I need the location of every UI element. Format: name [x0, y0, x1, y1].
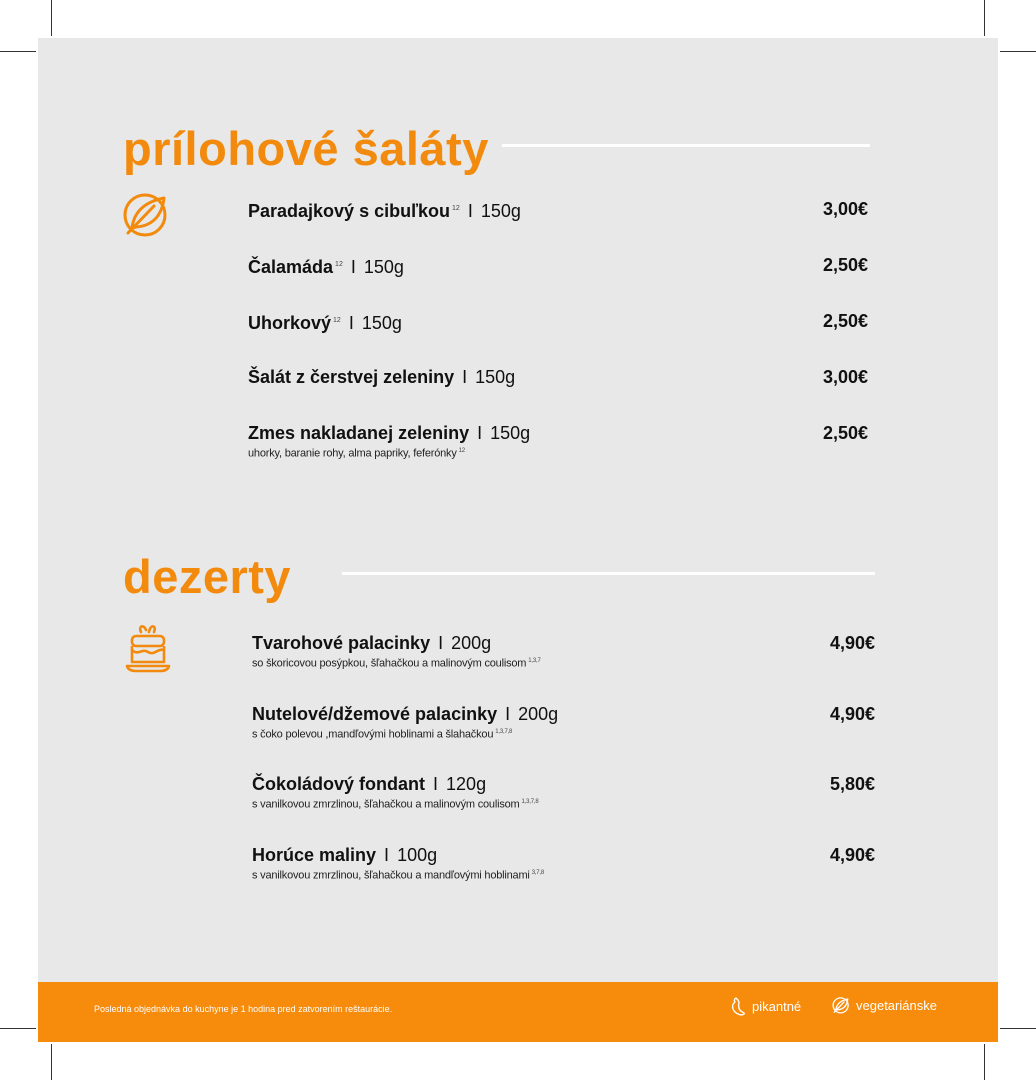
item-name: Tvarohové palacinky	[252, 633, 431, 653]
item-allergen: 12	[452, 205, 460, 212]
menu-item	[248, 198, 521, 222]
legend-vegetarian	[832, 996, 937, 1014]
menu-page	[38, 38, 998, 1042]
item-name: Čokoládový fondant	[252, 774, 426, 794]
menu-item	[252, 773, 538, 812]
item-name: Čalamáda	[248, 257, 334, 277]
menu-item	[248, 310, 402, 334]
item-weight: 150g	[361, 313, 402, 333]
separator: I	[350, 257, 356, 277]
crop-mark	[0, 51, 36, 52]
item-name: Nutelové/džemové palacinky	[252, 704, 498, 724]
crop-mark	[984, 0, 985, 36]
crop-mark	[1000, 1028, 1036, 1029]
item-price: 2,50€	[822, 255, 868, 275]
leaf-icon	[832, 996, 850, 1014]
item-weight: 200g	[451, 633, 492, 653]
menu-item	[252, 844, 544, 883]
crop-mark	[984, 1044, 985, 1080]
item-price: 5,80€	[829, 774, 875, 794]
item-weight: 150g	[480, 201, 521, 221]
item-allergen: 12	[335, 261, 343, 268]
item-weight: 150g	[490, 423, 531, 443]
item-allergen: 3,7,8	[531, 870, 545, 876]
item-description: so škoricovou posýpkou, šľahačkou a malinovým coulisom	[252, 657, 527, 670]
item-name: Uhorkový	[248, 313, 332, 333]
section-divider	[502, 144, 870, 147]
item-price: 4,90€	[829, 633, 875, 653]
legend-label: pikantné	[752, 998, 802, 1014]
legend-spicy	[730, 996, 801, 1016]
item-weight: 200g	[518, 704, 559, 724]
leaf-icon	[122, 190, 170, 238]
separator: I	[467, 201, 473, 221]
item-allergen: 1,3,7	[528, 658, 541, 664]
crop-mark	[51, 0, 52, 36]
footer-bar	[38, 982, 998, 1042]
menu-item	[248, 366, 515, 388]
item-allergen: 1,3,7,8	[495, 729, 513, 735]
separator: I	[462, 367, 468, 387]
item-description: s vanilkovou zmrzlinou, šľahačkou a mandľovými hoblinami	[252, 869, 530, 882]
item-name: Paradajkový s cibuľkou	[248, 201, 451, 221]
item-price: 2,50€	[822, 311, 868, 331]
separator: I	[348, 313, 354, 333]
item-price: 3,00€	[822, 367, 868, 387]
crop-mark	[1000, 51, 1036, 52]
footer-note: Posledná objednávka do kuchyne je 1 hodina pred zatvorením reštaurácie.	[94, 1004, 393, 1014]
separator: I	[433, 774, 439, 794]
menu-item	[248, 422, 530, 461]
section-title-salads: prílohové šaláty	[123, 122, 489, 175]
item-allergen: 12	[458, 448, 465, 454]
cake-icon	[124, 622, 172, 674]
menu-item	[252, 632, 541, 671]
section-divider	[342, 572, 875, 575]
legend-label: vegetariánske	[856, 997, 937, 1013]
item-name: Zmes nakladanej zeleniny	[248, 423, 470, 443]
chili-pepper-icon	[730, 996, 746, 1016]
crop-mark	[51, 1044, 52, 1080]
separator: I	[438, 633, 444, 653]
item-weight: 150g	[363, 257, 404, 277]
crop-mark	[0, 1028, 36, 1029]
item-description: s čoko polevou ,mandľovými hoblinami a šlahačkou	[252, 728, 494, 741]
separator: I	[477, 423, 483, 443]
item-description: uhorky, baranie rohy, alma papriky, feferónky	[248, 447, 457, 460]
item-weight: 150g	[475, 367, 516, 387]
menu-item	[252, 703, 558, 742]
item-price: 4,90€	[829, 704, 875, 724]
separator: I	[384, 845, 390, 865]
item-description: s vanilkovou zmrzlinou, šľahačkou a malinovým coulisom	[252, 798, 520, 811]
separator: I	[505, 704, 511, 724]
item-name: Šalát z čerstvej zeleniny	[248, 367, 455, 387]
item-allergen: 12	[333, 317, 341, 324]
item-weight: 120g	[446, 774, 487, 794]
item-allergen: 1,3,7,8	[521, 799, 539, 805]
item-name: Horúce maliny	[252, 845, 377, 865]
menu-item	[248, 254, 404, 278]
item-price: 2,50€	[822, 423, 868, 443]
section-title-desserts: dezerty	[123, 550, 292, 603]
item-weight: 100g	[397, 845, 438, 865]
item-price: 4,90€	[829, 845, 875, 865]
item-price: 3,00€	[822, 199, 868, 219]
